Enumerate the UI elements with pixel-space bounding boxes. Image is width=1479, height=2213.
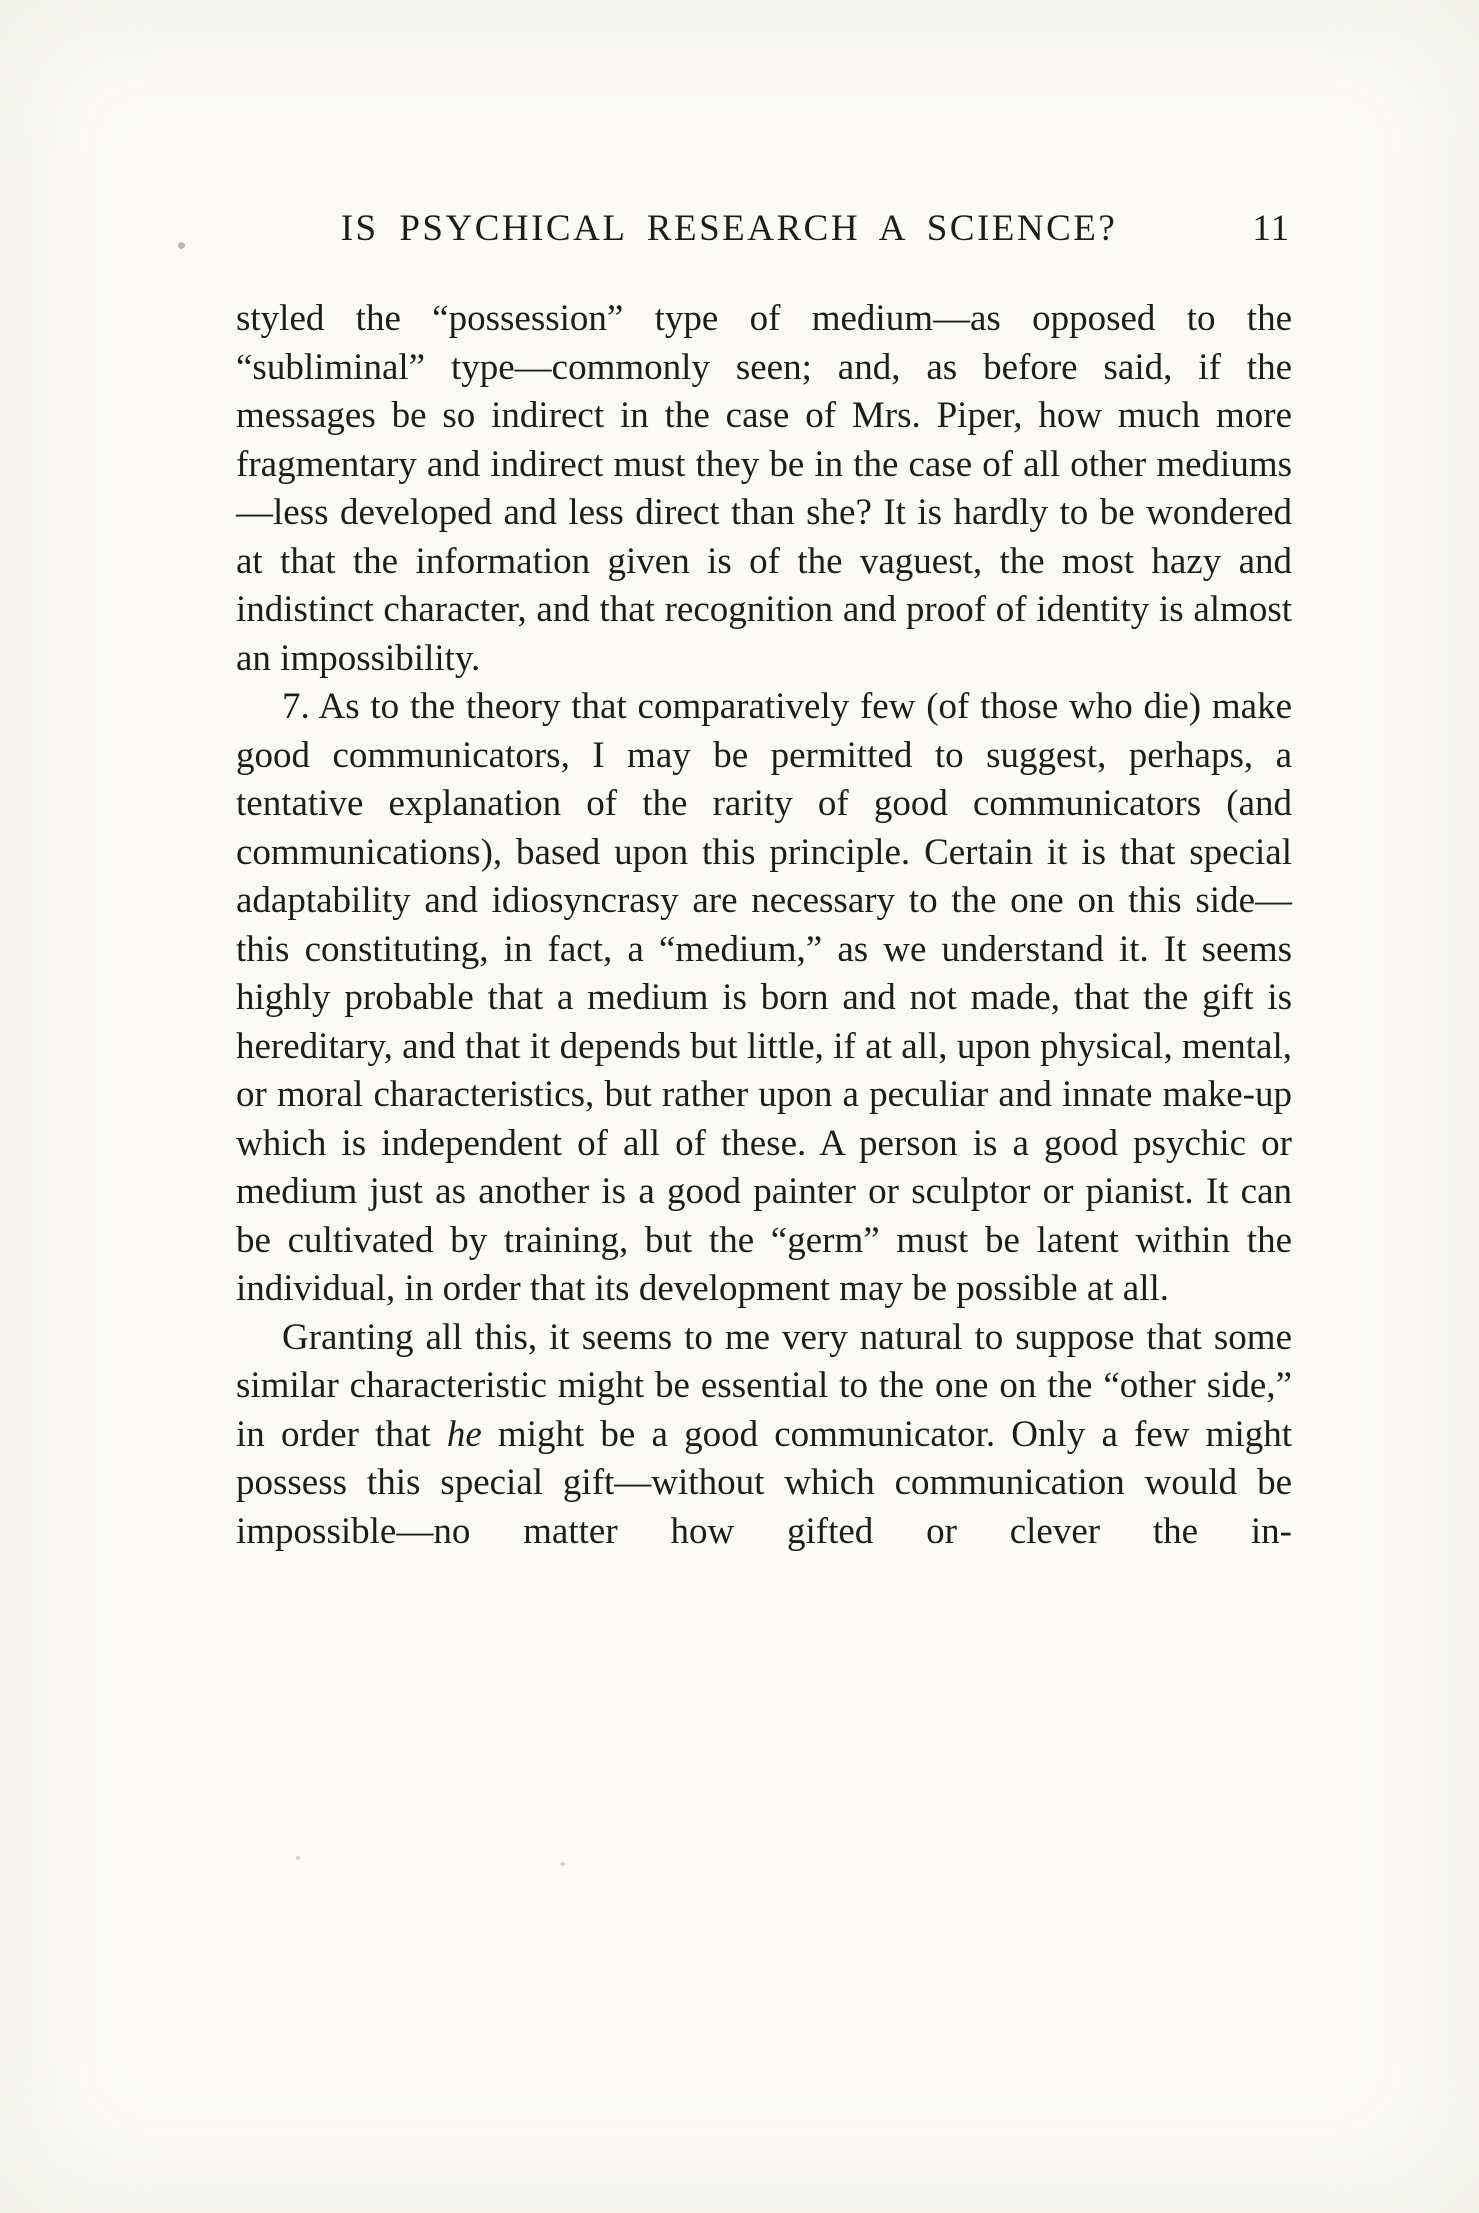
page-body: [236, 295, 1292, 1556]
paragraph-3: [236, 1314, 1292, 1557]
text-block: [236, 205, 1292, 1556]
paragraph-3-text-before: Granting all this, it seems to me very natural to suppose that some similar characteristic might be essential to the one on the “other side,” in order that: [236, 1316, 1292, 1455]
running-title: IS PSYCHICAL RESEARCH A SCIENCE?: [340, 208, 1118, 249]
paragraph-1: styled the “possession” type of medium—as opposed to the “subliminal” type—commonly seen; and, as before said, if the messages be so indirect in the case of Mrs. Piper, how much more fragmentary and indirect must they be in the case of all other mediums—less developed and less direct than she? It is hardly to be wondered at that the information given is of the vaguest, the most hazy and indistinct character, and that recognition and proof of identity is almost an impossibility.: [236, 298, 1292, 679]
ink-speck: [178, 242, 185, 249]
italic-word-he: he: [446, 1413, 482, 1455]
ink-speck: [296, 1856, 300, 1860]
paragraph-3-text-after: might be a good communicator. Only a few might possess this special gift—without which communication would be impossible—no matter how gifted or clever the in-: [236, 1413, 1293, 1552]
paragraph-2: 7. As to the theory that comparatively few (of those who die) make good communicators, I may be permitted to suggest, perhaps, a tentative explanation of the rarity of good communicators (and communications), based upon this principle. Certain it is that special adaptability and idiosyncrasy are necessary to the one on this side—this constituting, in fact, a “medium,” as we understand it. It seems highly probable that a medium is born and not made, that the gift is hereditary, and that it depends but little, if at all, upon physical, mental, or moral characteristics, but rather upon a peculiar and innate make-up which is independent of all of these. A person is a good psychic or medium just as another is a good painter or sculptor or pianist. It can be cultivated by training, but the “germ” must be latent within the individual, in order that its development may be possible at all.: [236, 686, 1292, 1309]
ink-speck: [560, 1862, 565, 1866]
running-header: [236, 205, 1292, 257]
page-number: 11: [1252, 208, 1290, 249]
